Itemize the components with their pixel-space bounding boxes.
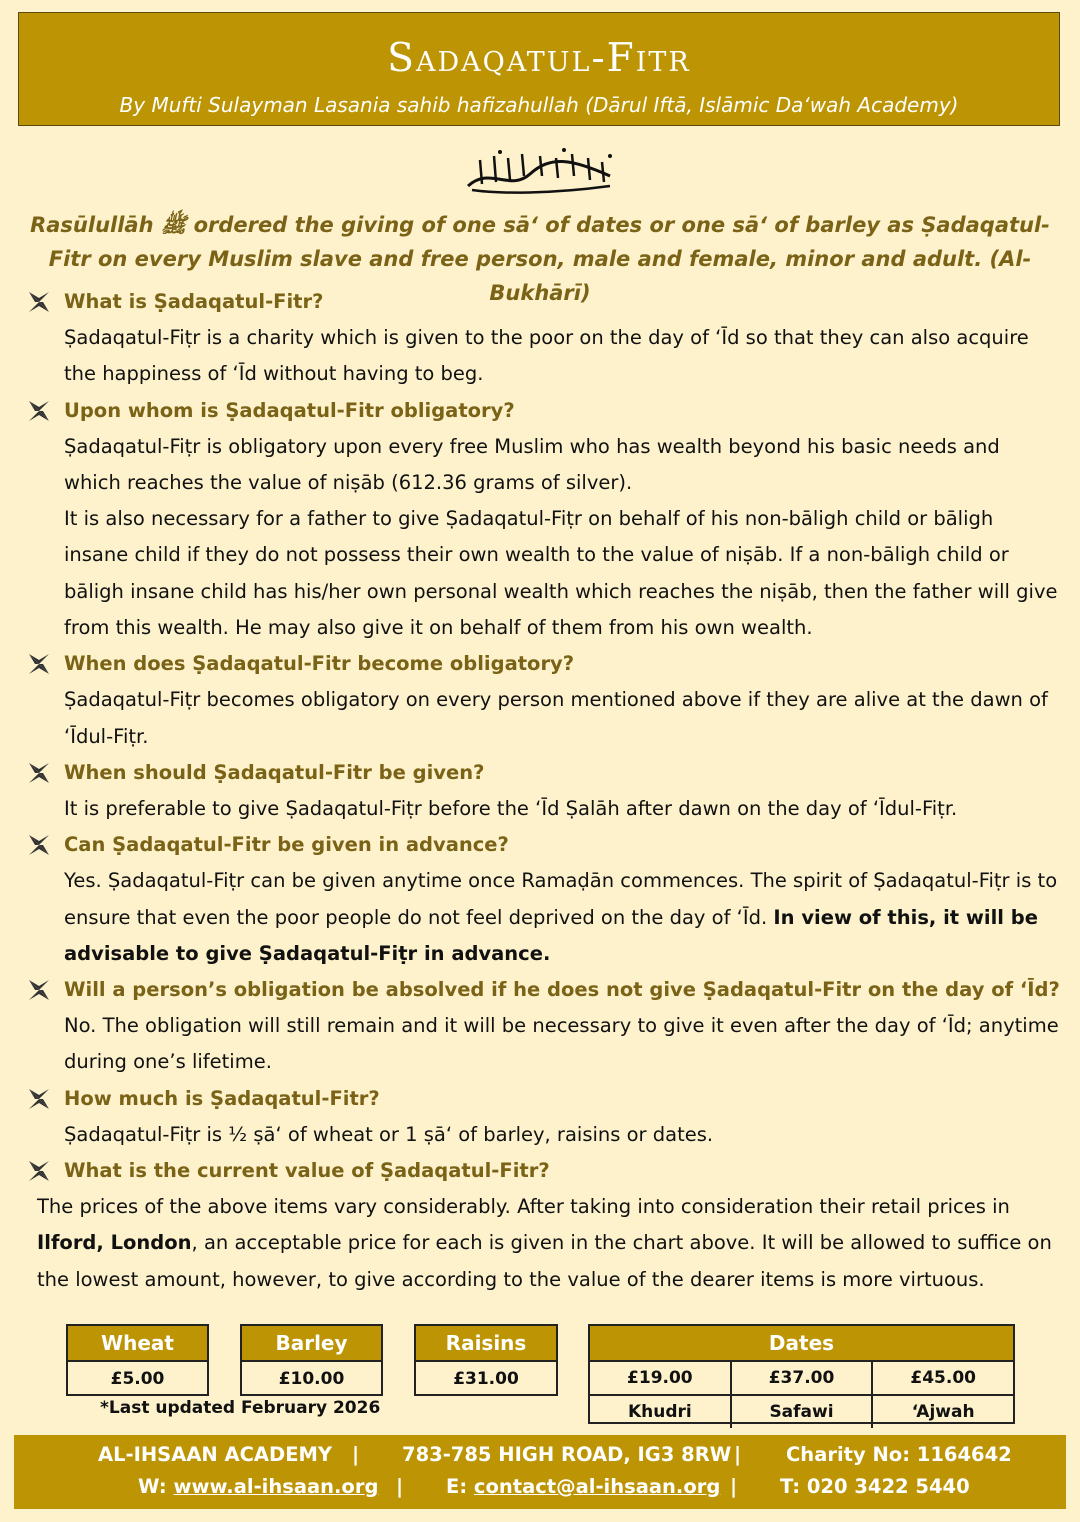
closing-pre: The prices of the above items vary considerably. After taking into consideration their retail prices in (37, 1195, 1010, 1219)
date-price-khudri: £19.00 (590, 1362, 732, 1394)
star-bullet-icon (26, 651, 52, 677)
footer-contact-bar (14, 1435, 1066, 1509)
footer-address: 783-785 HIGH ROAD, IG3 8RW (402, 1443, 732, 1466)
footer-org: AL-IHSAAN ACADEMY (98, 1443, 333, 1466)
price-value-raisins: £31.00 (453, 1369, 519, 1389)
answer-text: Ṣadaqatul-Fiṭr is a charity which is given to the poor on the day of ‘Īd so that they can also acquire the happiness of ‘Īd without having to beg. (64, 326, 1029, 386)
question-text: When should Ṣadaqatul-Fitr be given? (64, 760, 485, 784)
star-bullet-icon (26, 832, 52, 858)
price-value-barley: £10.00 (278, 1369, 345, 1389)
answer-text: Ṣadaqatul-Fiṭr becomes obligatory on every person mentioned above if they are alive at the dawn of ‘Īdul-Fiṭr. (64, 688, 1048, 748)
price-box-wheat (66, 1324, 209, 1396)
email-label: E: (446, 1475, 468, 1498)
closing-paragraph (37, 1189, 1060, 1298)
star-bullet-icon (26, 760, 52, 786)
answer-text: It is preferable to give Ṣadaqatul-Fiṭr before the ‘Īd Ṣalāh after dawn on the day of ‘Īdul-Fiṭr. (64, 796, 958, 820)
footer-separator: | (352, 1443, 360, 1466)
star-bullet-icon (26, 1158, 52, 1184)
footer-separator: | (396, 1475, 404, 1498)
closing-location: Ilford, London (37, 1231, 192, 1255)
price-label-dates: Dates (590, 1326, 1013, 1362)
answer-text: It is also necessary for a father to give Ṣadaqatul-Fiṭr on behalf of his non-bāligh child or bāligh insane child if they do not possess their own wealth to the value of niṣāb. If a non-bāligh child or bāligh insane child has his/her own personal wealth which reaches the niṣāb, then the father will give from this wealth. He may also give it on behalf of them from his own wealth. (64, 507, 1058, 640)
answer-plain: Yes. Ṣadaqatul-Fiṭr can be given anytime once Ramaḍān commences. The spirit of Ṣadaqatul-Fiṭr is to ensure that even the poor people do not feel deprived on the day of ‘Īd. (64, 869, 1058, 929)
footer-separator: | (730, 1475, 738, 1498)
price-value-wheat: £5.00 (110, 1369, 165, 1389)
hadith-part1: Rasūlullāh (30, 213, 154, 237)
question-text: What is Ṣadaqatul-Fitr? (64, 290, 324, 313)
question-heading (24, 393, 1060, 429)
page-title: Sadaqatul-Fitr (387, 36, 691, 81)
faq-section (24, 284, 1060, 1298)
date-price-ajwah: £45.00 (910, 1368, 976, 1388)
closing-post: , an acceptable price for each is given in the chart above. It will be allowed to suffice on the lowest amount, however, to give according to the value of the dearer items is more virtuous. (37, 1231, 1052, 1291)
question-heading (24, 827, 1060, 863)
answer-bold: In view of this, it will be advisable to give Ṣadaqatul-Fiṭr in advance. (64, 905, 1038, 965)
price-box-raisins (414, 1324, 558, 1396)
answer-text (64, 863, 1060, 972)
question-heading (24, 1081, 1060, 1117)
footer-charity: Charity No: 1164642 (786, 1443, 1012, 1466)
footer-phone: T: 020 3422 5440 (780, 1475, 970, 1498)
question-text: What is the current value of Ṣadaqatul-Fitr? (64, 1159, 550, 1183)
price-label-barley: Barley (242, 1326, 381, 1362)
footer-email (446, 1472, 720, 1502)
question-heading (24, 972, 1060, 1008)
question-heading (24, 755, 1060, 791)
answer-text: Ṣadaqatul-Fiṭr is ½ ṣā‘ of wheat or 1 ṣā‘ of barley, raisins or dates. (64, 1122, 714, 1146)
star-bullet-icon (26, 398, 52, 424)
hadith-part2: ordered the giving of one sā‘ of dates or one sā‘ of barley as Ṣadaqatul-Fitr on every Muslim slave and free person, male and female, minor and adult. (Al-Bukhārī) (48, 213, 1050, 305)
question-text: Can Ṣadaqatul-Fitr be given in advance? (64, 833, 509, 857)
star-bullet-icon (26, 977, 52, 1003)
price-box-barley (240, 1324, 383, 1396)
star-bullet-icon (26, 1086, 52, 1112)
web-label: W: (138, 1475, 167, 1498)
answer-text: No. The obligation will still remain and it will be necessary to give it even after the day of ‘Īd; anytime during one’s lifetime. (64, 1014, 1059, 1074)
question-heading (24, 646, 1060, 682)
question-heading (24, 1153, 1060, 1189)
footer-web (138, 1472, 378, 1502)
salawat-honorific: ﷺ (160, 213, 187, 237)
price-label-wheat: Wheat (68, 1326, 207, 1362)
date-variety-ajwah: ‘Ajwah (911, 1402, 975, 1422)
bismillah-calligraphy (460, 146, 620, 198)
question-text: When does Ṣadaqatul-Fitr become obligatory? (64, 652, 575, 676)
header-banner (18, 12, 1060, 126)
question-text: Will a person’s obligation be absolved if he does not give Ṣadaqatul-Fitr on the day of ‘Īd? (64, 978, 1060, 1002)
date-variety-khudri: Khudri (590, 1396, 732, 1428)
footer-separator: | (734, 1443, 742, 1466)
question-text: How much is Ṣadaqatul-Fitr? (64, 1086, 380, 1110)
last-updated-note: *Last updated February 2026 (100, 1398, 381, 1418)
author-byline: By Mufti Sulayman Lasania sahib hafizahullah (Dārul Iftā, Islāmic Da‘wah Academy) (119, 93, 959, 117)
price-box-dates (588, 1324, 1015, 1424)
dates-values-row (590, 1362, 1013, 1394)
dates-varieties-row (590, 1394, 1013, 1428)
website-link[interactable]: www.al-ihsaan.org (173, 1475, 379, 1498)
price-label-raisins: Raisins (416, 1326, 556, 1362)
answer-text: Ṣadaqatul-Fiṭr is obligatory upon every free Muslim who has wealth beyond his basic needs and which reaches the value of niṣāb (612.36 grams of silver). (64, 434, 1000, 494)
date-variety-safawi: Safawi (732, 1396, 874, 1428)
date-price-safawi: £37.00 (732, 1362, 874, 1394)
question-text: Upon whom is Ṣadaqatul-Fitr obligatory? (64, 398, 515, 422)
question-heading (24, 284, 1060, 320)
star-bullet-icon (26, 289, 52, 315)
email-link[interactable]: contact@al-ihsaan.org (473, 1475, 721, 1498)
